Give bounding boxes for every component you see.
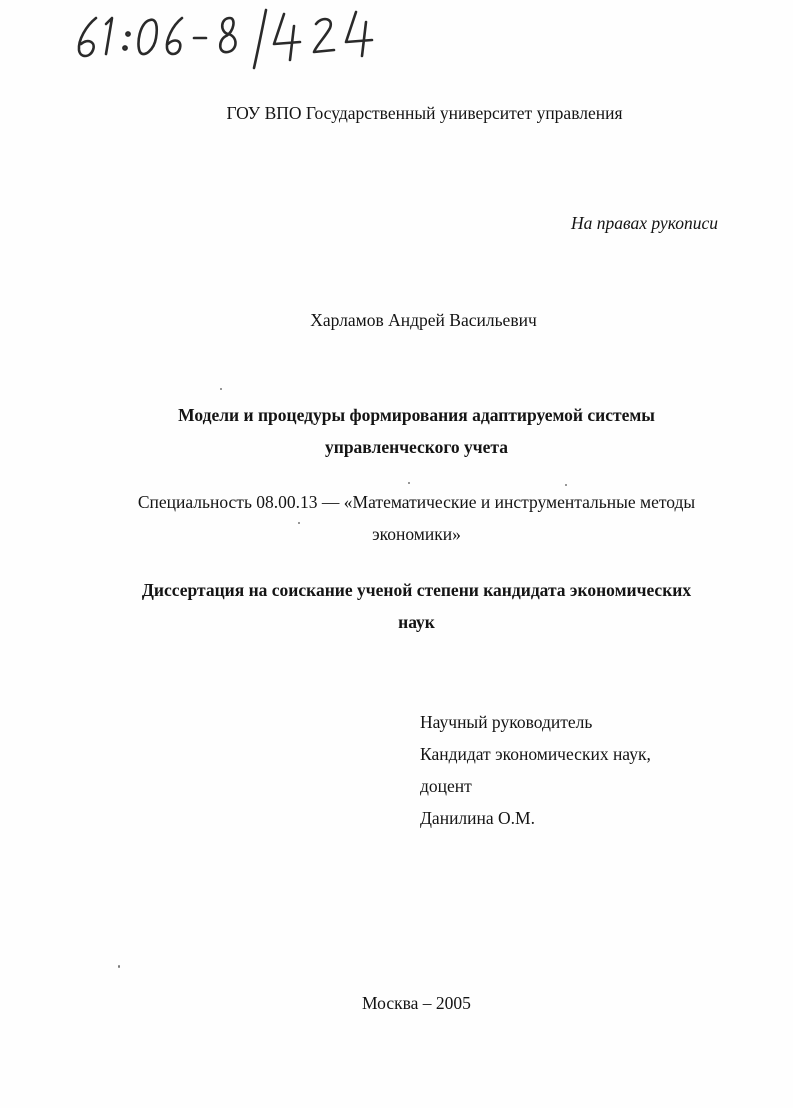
advisor-block [420, 706, 651, 834]
author-name: Харламов Андрей Васильевич [310, 310, 537, 330]
dissertation-title-line-1: Модели и процедуры формирования адаптируемой системы [178, 405, 655, 425]
degree-line-2: наук [398, 612, 435, 632]
city-year: Москва – 2005 [362, 993, 471, 1013]
dissertation-title-line-2: управленческого учета [324, 437, 508, 457]
organization-name: ГОУ ВПО Государственный университет управления [226, 103, 623, 123]
scan-speck [565, 484, 567, 486]
rights-note: На правах рукописи [571, 213, 718, 233]
degree-line-1: Диссертация на соискание ученой степени кандидата экономических [141, 580, 692, 600]
specialty-line-1: Специальность 08.00.13 — «Математические и инструментальные методы [137, 492, 696, 512]
handwritten-archive-number [70, 4, 400, 74]
scan-speck [298, 522, 300, 524]
specialty-line-2: экономики» [372, 524, 461, 544]
scan-speck [220, 388, 222, 390]
advisor-rank: доцент [420, 776, 472, 796]
advisor-name: Данилина О.М. [420, 808, 535, 828]
scan-speck [118, 965, 120, 968]
advisor-role: Научный руководитель [420, 712, 593, 732]
scan-speck [408, 482, 410, 484]
advisor-degree: Кандидат экономических наук, [420, 744, 651, 764]
